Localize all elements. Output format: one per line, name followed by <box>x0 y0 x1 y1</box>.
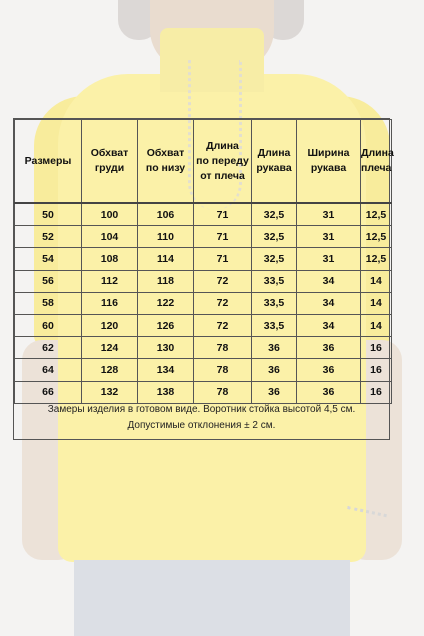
column-header-line: от плеча <box>200 169 245 182</box>
measurement-cell: 31 <box>297 203 361 226</box>
measurement-cell: 112 <box>82 270 138 292</box>
table-row <box>15 226 392 248</box>
measurement-cell: 36 <box>297 359 361 381</box>
measurement-cell: 78 <box>194 381 252 403</box>
measurement-cell: 100 <box>82 203 138 226</box>
table-row <box>15 292 392 314</box>
measurement-cell: 12,5 <box>361 248 392 270</box>
measurement-cell: 16 <box>361 359 392 381</box>
table-row <box>15 337 392 359</box>
column-header-line: Обхват <box>146 147 185 159</box>
measurement-cell: 132 <box>82 381 138 403</box>
table-header-row <box>15 120 392 204</box>
table-row <box>15 381 392 403</box>
note-line-2: Допустимые отклонения ± 2 см. <box>127 420 276 431</box>
measurement-cell: 126 <box>138 314 194 336</box>
measurement-cell: 14 <box>361 292 392 314</box>
measurement-cell: 31 <box>297 248 361 270</box>
measurement-cell: 32,5 <box>252 226 297 248</box>
measurement-cell: 36 <box>297 337 361 359</box>
measurement-cell: 14 <box>361 314 392 336</box>
measurement-cell: 106 <box>138 203 194 226</box>
size-cell: 58 <box>15 292 82 314</box>
measurement-cell: 118 <box>138 270 194 292</box>
measurement-cell: 128 <box>82 359 138 381</box>
column-header <box>82 120 138 204</box>
size-cell: 64 <box>15 359 82 381</box>
column-header-line: по переду <box>196 154 249 167</box>
measurement-cell: 108 <box>82 248 138 270</box>
measurement-cell: 36 <box>252 381 297 403</box>
measurement-cell: 33,5 <box>252 292 297 314</box>
size-cell: 62 <box>15 337 82 359</box>
column-header-line: груди <box>94 162 125 174</box>
measurement-cell: 78 <box>194 337 252 359</box>
table-body <box>15 203 392 403</box>
measurement-cell: 34 <box>297 292 361 314</box>
column-header <box>252 120 297 204</box>
size-cell: 60 <box>15 314 82 336</box>
measurement-cell: 34 <box>297 270 361 292</box>
measurement-cell: 72 <box>194 292 252 314</box>
measurement-cell: 12,5 <box>361 203 392 226</box>
table-row <box>15 359 392 381</box>
measurement-cell: 33,5 <box>252 270 297 292</box>
measurement-cell: 138 <box>138 381 194 403</box>
measurement-note <box>14 402 389 434</box>
measurement-cell: 32,5 <box>252 203 297 226</box>
column-header-line: Ширина <box>307 147 350 159</box>
measurement-cell: 36 <box>252 359 297 381</box>
column-header <box>194 120 252 204</box>
measurement-cell: 14 <box>361 270 392 292</box>
measurement-cell: 72 <box>194 270 252 292</box>
note-line-1: Замеры изделия в готовом виде. Воротник стойка высотой 4,5 см. <box>47 404 356 415</box>
column-header-line: плеча <box>361 162 392 174</box>
measurement-cell: 71 <box>194 226 252 248</box>
size-cell: 66 <box>15 381 82 403</box>
measurement-cell: 12,5 <box>361 226 392 248</box>
column-header-line: Обхват <box>90 147 129 159</box>
measurement-cell: 78 <box>194 359 252 381</box>
measurement-cell: 71 <box>194 248 252 270</box>
column-header-line: Длина <box>206 139 239 152</box>
table-row <box>15 314 392 336</box>
column-header-line: по низу <box>145 162 186 174</box>
column-header-line: рукава <box>256 162 292 174</box>
size-cell: 54 <box>15 248 82 270</box>
table-row <box>15 203 392 226</box>
column-header-line: рукава <box>310 162 347 174</box>
measurement-cell: 134 <box>138 359 194 381</box>
measurement-cell: 31 <box>297 226 361 248</box>
measurement-cell: 36 <box>252 337 297 359</box>
measurement-cell: 114 <box>138 248 194 270</box>
trousers <box>74 560 350 636</box>
size-chart-card <box>13 118 394 440</box>
measurement-cell: 104 <box>82 226 138 248</box>
measurement-cell: 122 <box>138 292 194 314</box>
measurement-cell: 36 <box>297 381 361 403</box>
column-header <box>138 120 194 204</box>
size-cell: 52 <box>15 226 82 248</box>
measurement-cell: 16 <box>361 381 392 403</box>
measurement-cell: 16 <box>361 337 392 359</box>
size-cell: 50 <box>15 203 82 226</box>
measurement-cell: 32,5 <box>252 248 297 270</box>
size-chart-table <box>14 119 392 404</box>
measurement-cell: 130 <box>138 337 194 359</box>
measurement-cell: 120 <box>82 314 138 336</box>
measurement-cell: 72 <box>194 314 252 336</box>
column-header <box>297 120 361 204</box>
table-row <box>15 270 392 292</box>
column-header <box>361 120 392 204</box>
column-header-line: Длина <box>257 147 291 159</box>
table-row <box>15 248 392 270</box>
column-header-line: Размеры <box>24 154 72 167</box>
measurement-cell: 124 <box>82 337 138 359</box>
measurement-cell: 110 <box>138 226 194 248</box>
column-header <box>15 120 82 204</box>
column-header-line: Длина <box>361 147 394 159</box>
measurement-cell: 34 <box>297 314 361 336</box>
measurement-cell: 71 <box>194 203 252 226</box>
measurement-cell: 33,5 <box>252 314 297 336</box>
size-cell: 56 <box>15 270 82 292</box>
measurement-cell: 116 <box>82 292 138 314</box>
